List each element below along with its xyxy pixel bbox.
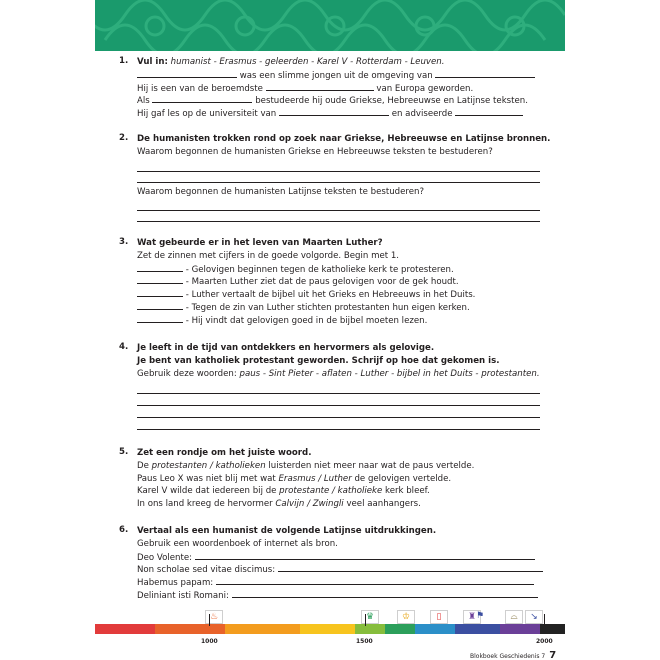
answer-blank[interactable] (266, 82, 374, 91)
sentence-text: van Europa geworden. (376, 83, 474, 94)
translation-blank[interactable] (216, 576, 534, 585)
sentence-text: De (137, 460, 149, 471)
order-blank[interactable] (137, 263, 183, 272)
sentence-text: de gelovigen vertelde. (354, 473, 452, 484)
timeline-tick (365, 614, 366, 626)
sentence-text: bestudeerde hij oude Griekse, Hebreeuwse en Latijnse teksten. (255, 96, 528, 107)
answer-line[interactable] (137, 211, 540, 222)
timeline-segment (355, 624, 385, 634)
instruction: Gebruik een woordenboek of internet als bron. (137, 538, 338, 549)
instruction: Gebruik deze woorden: (137, 368, 237, 379)
timeline (95, 610, 565, 645)
question-title: De humanisten trokken rond op zoek naar Griekse, Hebreeuwse en Latijnse bronnen. (137, 134, 551, 144)
timeline-segment (95, 624, 155, 634)
timeline-segment (415, 624, 455, 634)
translation-blank[interactable] (232, 589, 538, 598)
sentence-text: Hij is een van de beroemdste (137, 83, 263, 94)
hat-icon: ⌓ (505, 610, 523, 624)
sub-question: Waarom begonnen de humanisten Latijnse teksten te bestuderen? (137, 186, 425, 197)
event-text: - Tegen de zin van Luther stichten protestanten hun eigen kerken. (185, 302, 470, 313)
answer-blank[interactable] (152, 94, 252, 103)
question-title: Vul in: (137, 57, 168, 67)
timeline-tick (544, 614, 545, 626)
sentence-text: luisterden niet meer naar wat de paus vertelde. (268, 460, 475, 471)
question-number: 2. (119, 133, 129, 143)
sub-question: Waarom begonnen de humanisten Griekse en Hebreeuwse teksten te bestuderen? (137, 146, 493, 157)
chair-icon: ♜ (463, 610, 481, 624)
crown-icon: ♛ (361, 610, 379, 624)
answer-line[interactable] (137, 159, 540, 172)
sentence-text: In ons land kreeg de hervormer (137, 499, 273, 510)
choice-options[interactable]: Calvijn / Zwingli (275, 499, 344, 510)
order-blank[interactable] (137, 288, 183, 297)
book-title: Blokboek Geschiedenis 7 (470, 653, 546, 660)
flag-icon: ⚑ (475, 611, 485, 621)
timeline-segment (225, 624, 300, 634)
question-title: Je bent van katholiek protestant geworden. Schrijf op hoe dat gekomen is. (137, 355, 500, 366)
latin-phrase: Habemus papam: (137, 578, 214, 589)
translation-blank[interactable] (278, 563, 543, 572)
word-bank: humanist - Erasmus - geleerden - Karel V - Rotterdam - Leuven. (170, 57, 445, 67)
sentence-text: en adviseerde (391, 109, 453, 120)
question-title: Vertaal als een humanist de volgende Latijnse uitdrukkingen. (137, 526, 437, 536)
sentence-text: Paus Leo X was niet blij met wat (137, 473, 276, 484)
answer-line[interactable] (137, 394, 540, 406)
choice-options[interactable]: Erasmus / Luther (278, 473, 352, 484)
timeline-segment (155, 624, 225, 634)
sentence-text: was een slimme jongen uit de omgeving van (239, 70, 433, 81)
choice-options[interactable]: protestanten / katholieken (151, 460, 266, 471)
question-title: Zet een rondje om het juiste woord. (137, 448, 312, 458)
choice-options[interactable]: protestante / katholieke (279, 486, 383, 497)
flame-icon: ♨ (205, 610, 223, 624)
question-number: 5. (119, 447, 129, 457)
timeline-label: 1500 (356, 638, 373, 645)
crown-icon: ♔ (397, 610, 415, 624)
sentence-text: veel aanhangers. (346, 499, 421, 510)
tower-icon: ▯ (430, 610, 448, 624)
sentence-text: kerk bleef. (385, 486, 430, 497)
question-number: 6. (119, 525, 129, 535)
arrow-icon: ↘ (525, 610, 543, 624)
word-bank: paus - Sint Pieter - aflaten - Luther - bijbel in het Duits - protestanten. (239, 368, 540, 379)
event-text: - Hij vindt dat gelovigen goed in de bijbel moeten lezen. (185, 315, 428, 326)
timeline-label: 1000 (201, 638, 218, 645)
answer-line[interactable] (137, 172, 540, 183)
timeline-segment (500, 624, 540, 634)
translation-blank[interactable] (195, 551, 535, 560)
timeline-label: 2000 (536, 638, 553, 645)
latin-phrase: Deo Volente: (137, 552, 193, 563)
timeline-segment (300, 624, 355, 634)
order-blank[interactable] (137, 275, 183, 284)
question-title: Wat gebeurde er in het leven van Maarten Luther? (137, 238, 383, 248)
answer-blank[interactable] (455, 107, 523, 116)
answer-line[interactable] (137, 406, 540, 418)
instruction: Zet de zinnen met cijfers in de goede volgorde. Begin met 1. (137, 250, 400, 261)
latin-phrase: Deliniant isti Romani: (137, 590, 229, 601)
answer-line[interactable] (137, 198, 540, 211)
header-banner (95, 0, 565, 51)
sentence-text: Karel V wilde dat iedereen bij de (137, 486, 277, 497)
page-number: 7 (549, 650, 557, 660)
timeline-tick (209, 614, 210, 626)
question-number: 4. (119, 342, 129, 352)
latin-phrase: Non scholae sed vitae discimus: (137, 565, 276, 576)
answer-blank[interactable] (279, 107, 389, 116)
question-number: 1. (119, 56, 129, 66)
page-footer (470, 650, 556, 660)
timeline-segment (455, 624, 500, 634)
event-text: - Maarten Luther ziet dat de paus gelovigen voor de gek houdt. (185, 277, 459, 288)
event-text: - Gelovigen beginnen tegen de katholieke kerk te protesteren. (185, 264, 454, 275)
sentence-text: Als (137, 96, 150, 107)
order-blank[interactable] (137, 314, 183, 323)
answer-line[interactable] (137, 418, 540, 430)
event-text: - Luther vertaalt de bijbel uit het Grieks en Hebreeuws in het Duits. (185, 290, 476, 301)
question-number: 3. (119, 237, 129, 247)
timeline-segment (385, 624, 415, 634)
sentence-text: Hij gaf les op de universiteit van (137, 109, 277, 120)
question-title: Je leeft in de tijd van ontdekkers en hervormers als gelovige. (137, 343, 435, 353)
answer-blank[interactable] (137, 69, 237, 78)
ornament-pattern (95, 0, 565, 51)
answer-line[interactable] (137, 380, 540, 394)
answer-blank[interactable] (435, 69, 535, 78)
order-blank[interactable] (137, 301, 183, 310)
